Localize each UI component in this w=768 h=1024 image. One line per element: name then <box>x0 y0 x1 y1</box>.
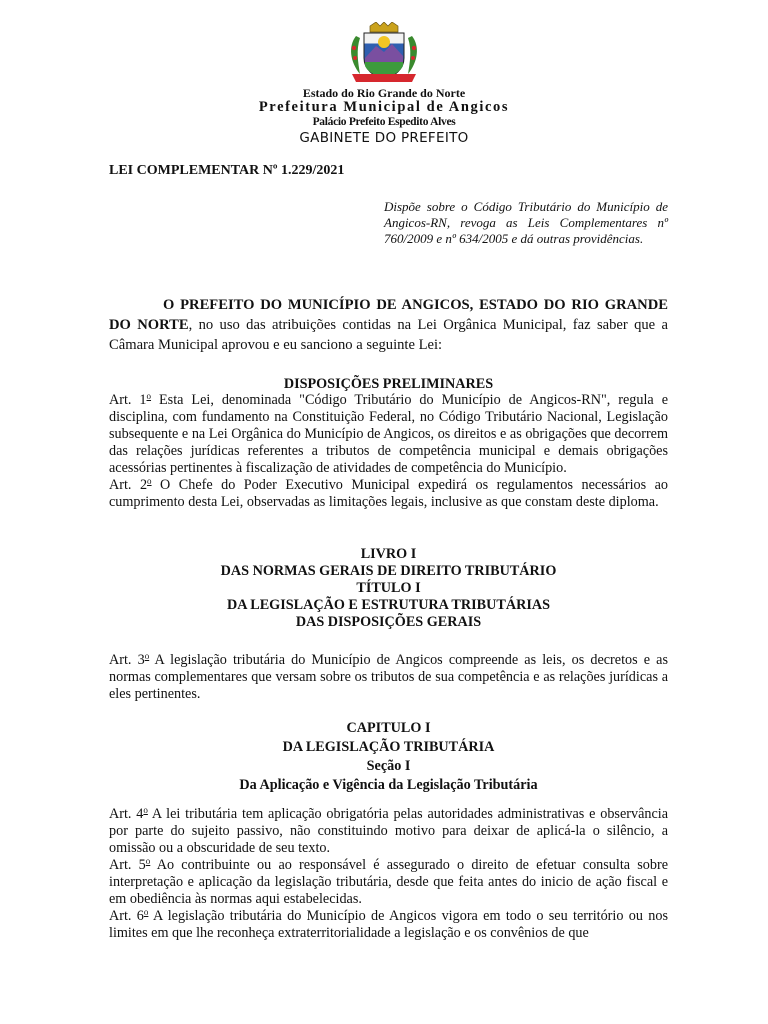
law-number: LEI COMPLEMENTAR Nº 1.229/2021 <box>109 163 345 178</box>
municipal-coat-of-arms <box>346 22 422 84</box>
book-label: LIVRO I <box>360 546 417 562</box>
section-label: Seção I <box>366 758 411 774</box>
article-4 <box>109 806 668 857</box>
section-title: Da Aplicação e Vigência da Legislação Tributária <box>239 777 538 793</box>
article-1-text: Esta Lei, denominada "Código Tributário do Município de Angicos-RN", regula e disciplina, com fundamento na Constituição Federal, no Código Tributário Nacional, Legislação subsequente e na Lei Orgânica do Município de Angicos, os direitos e as obrigações que decorrem das relações jurídicas referentes a tributos de competência municipal e demais obrigações acessórias pertinentes à fiscalização de atividades de competência do Município. <box>109 392 669 476</box>
book-title: DAS NORMAS GERAIS DE DIREITO TRIBUTÁRIO <box>220 563 557 579</box>
article-4-ordinal: o <box>143 805 148 815</box>
article-3-text: A legislação tributária do Município de Angicos compreende as leis, os decretos e as normas complementares que versam sobre os tributos de sua competência e as relações jurídicas a eles pertinentes. <box>109 652 669 702</box>
article-5 <box>109 857 668 908</box>
article-2-text: O Chefe do Poder Executivo Municipal expedirá os regulamentos necessários ao cumprimento desta Lei, observadas as limitações legais, inclusive as que constam deste diploma. <box>109 477 668 510</box>
general-provisions-heading: DAS DISPOSIÇÕES GERAIS <box>295 614 482 630</box>
article-3-ordinal: o <box>144 651 150 661</box>
preamble <box>109 295 668 355</box>
cabinet-name: GABINETE DO PREFEITO <box>299 130 469 146</box>
palace-name: Palácio Prefeito Espedito Alves <box>312 116 456 128</box>
article-3 <box>109 652 668 703</box>
title-label: TÍTULO I <box>356 580 421 596</box>
article-6-label: Art. 6 <box>109 908 144 924</box>
article-2-label: Art. 2 <box>109 477 148 493</box>
article-1 <box>109 392 668 477</box>
article-6-text: A legislação tributária do Município de Angicos vigora em todo o seu território ou nos limites em que lhe reconheça extraterritorialidade a legislação e os convênios de que <box>109 908 668 941</box>
preamble-text: , no uso das atribuições contidas na Lei Orgânica Municipal, faz saber que a Câmara Municipal aprovou e eu sanciono a seguinte Lei: <box>109 317 668 353</box>
chapter-label: CAPITULO I <box>346 720 431 736</box>
article-2 <box>109 477 668 511</box>
chapter-title: DA LEGISLAÇÃO TRIBUTÁRIA <box>282 739 495 755</box>
article-5-text: Ao contribuinte ou ao responsável é assegurado o direito de efetuar consulta sobre interpretação e aplicação da legislação tributária, desde que feita antes do inicio de ação fiscal e em obediência às normas aqui estabelecidas. <box>109 857 668 907</box>
preamble-bold: O PREFEITO DO MUNICÍPIO DE ANGICOS, ESTADO DO RIO GRANDE DO NORTE <box>109 297 668 333</box>
book-headings <box>109 546 668 631</box>
article-6 <box>109 908 668 942</box>
article-1-label: Art. 1 <box>109 392 147 408</box>
law-summary: Dispõe sobre o Código Tributário do Município de Angicos-RN, revoga as Leis Complementares nº 760/2009 e nº 634/2005 e dá outras providências. <box>384 199 668 246</box>
chapter-headings <box>109 720 668 794</box>
articles-4-6 <box>109 806 668 942</box>
title-name: DA LEGISLAÇÃO E ESTRUTURA TRIBUTÁRIAS <box>227 597 550 613</box>
article-5-label: Art. 5 <box>109 857 146 873</box>
article-4-text: A lei tributária tem aplicação obrigatória pelas autoridades administrativas e observância por parte do sujeito passivo, não constituindo motivo para deixar de aplicá-la o silêncio, a omissão ou a obscuridade de seu texto. <box>109 806 668 856</box>
articles-1-2 <box>109 392 668 511</box>
article-6-ordinal: o <box>143 907 149 917</box>
article-4-label: Art. 4 <box>109 806 144 822</box>
prefecture-name: Prefeitura Municipal de Angicos <box>258 99 510 115</box>
article-3-label: Art. 3 <box>109 652 145 668</box>
state-name: Estado do Rio Grande do Norte <box>302 86 466 100</box>
article-2-ordinal: o <box>147 476 152 486</box>
article-5-ordinal: o <box>145 856 151 866</box>
article-1-ordinal: o <box>146 391 152 401</box>
preliminary-heading: DISPOSIÇÕES PRELIMINARES <box>283 376 494 392</box>
